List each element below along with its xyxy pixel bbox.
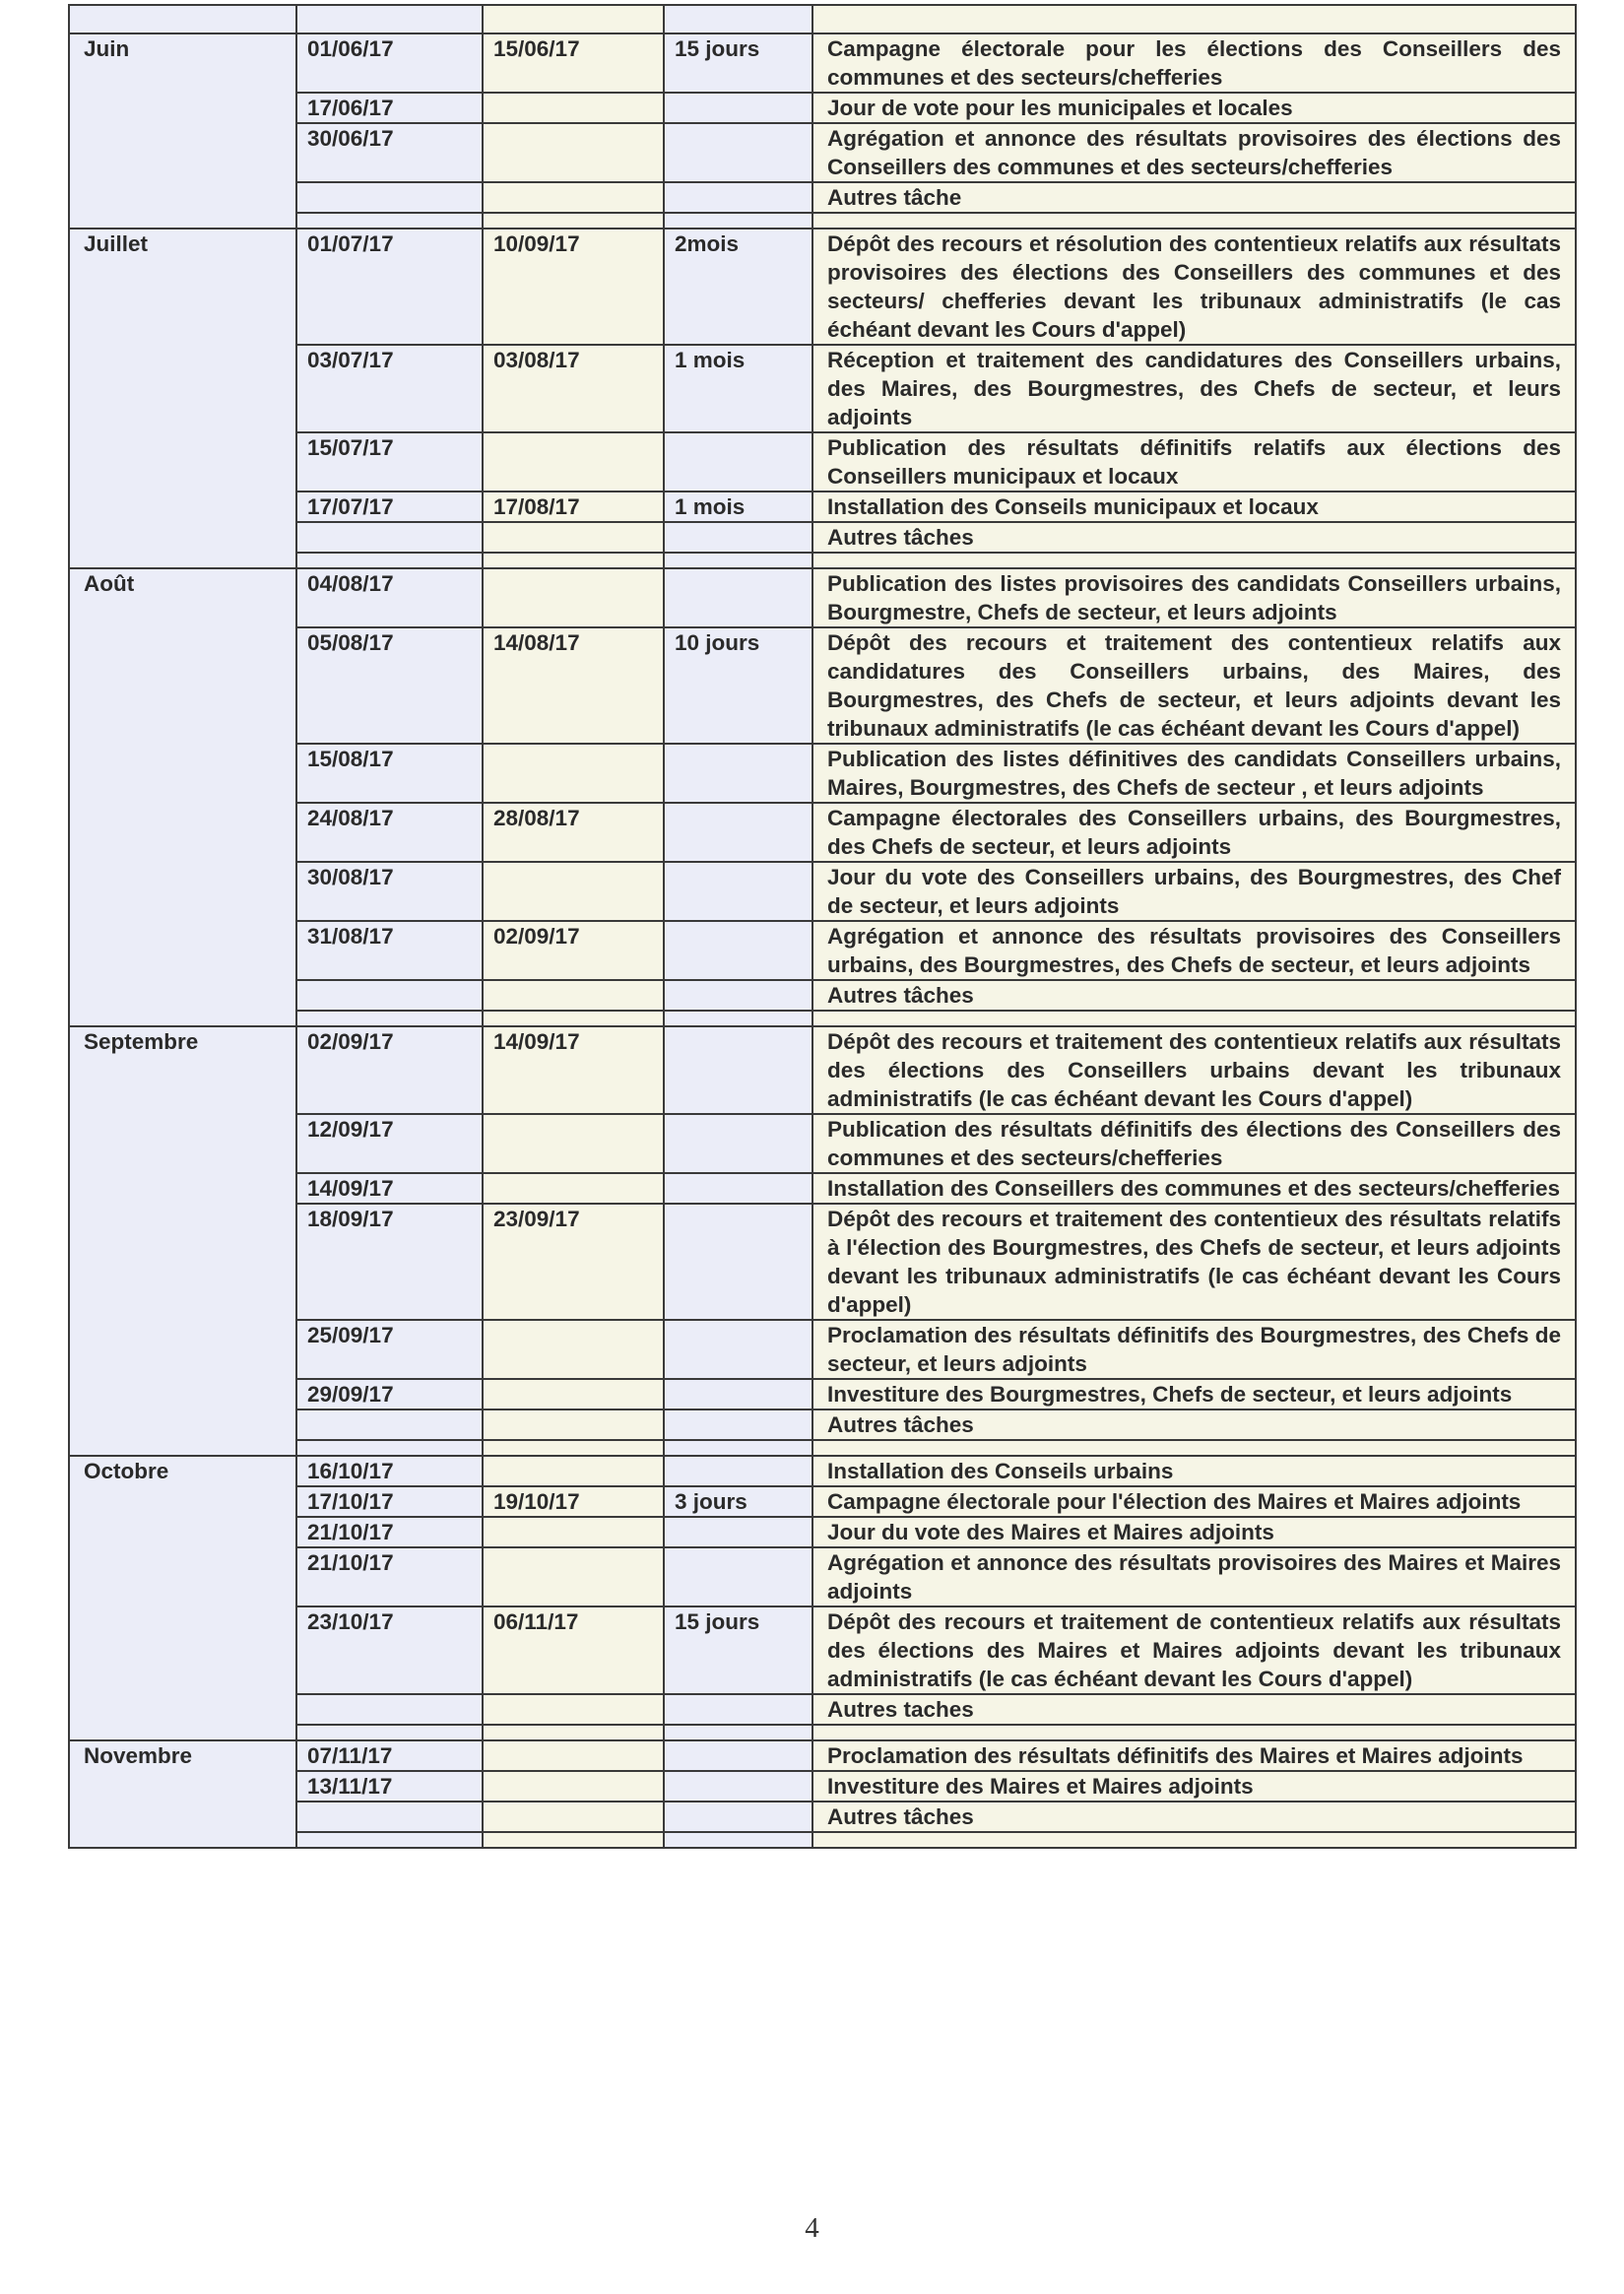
start-date-cell: 21/10/17 bbox=[296, 1547, 483, 1606]
duration-cell bbox=[664, 1204, 812, 1320]
header-cell bbox=[296, 5, 483, 33]
duration-cell: 15 jours bbox=[664, 33, 812, 93]
empty-cell bbox=[812, 1832, 1576, 1848]
start-date-cell: 29/09/17 bbox=[296, 1379, 483, 1409]
end-date-cell: 14/08/17 bbox=[483, 627, 664, 744]
end-date-cell bbox=[483, 1409, 664, 1440]
table-row bbox=[69, 229, 1576, 345]
month-cell: Juillet bbox=[69, 229, 296, 568]
end-date-cell bbox=[483, 1547, 664, 1606]
empty-cell bbox=[296, 1011, 483, 1026]
table-row bbox=[69, 33, 1576, 93]
duration-cell bbox=[664, 803, 812, 862]
end-date-cell: 19/10/17 bbox=[483, 1486, 664, 1517]
end-date-cell: 28/08/17 bbox=[483, 803, 664, 862]
end-date-cell bbox=[483, 93, 664, 123]
empty-cell bbox=[812, 1440, 1576, 1456]
end-date-cell bbox=[483, 980, 664, 1011]
table-row bbox=[69, 1026, 1576, 1114]
month-cell: Septembre bbox=[69, 1026, 296, 1456]
start-date-cell: 17/07/17 bbox=[296, 492, 483, 522]
end-date-cell bbox=[483, 1740, 664, 1771]
start-date-cell: 12/09/17 bbox=[296, 1114, 483, 1173]
end-date-cell bbox=[483, 182, 664, 213]
empty-cell bbox=[664, 553, 812, 568]
end-date-cell: 03/08/17 bbox=[483, 345, 664, 432]
empty-cell bbox=[296, 213, 483, 229]
end-date-cell: 17/08/17 bbox=[483, 492, 664, 522]
duration-cell bbox=[664, 1320, 812, 1379]
empty-cell bbox=[483, 213, 664, 229]
start-date-cell: 30/06/17 bbox=[296, 123, 483, 182]
empty-cell bbox=[812, 213, 1576, 229]
end-date-cell bbox=[483, 1320, 664, 1379]
activity-cell: Autres tâches bbox=[812, 522, 1576, 553]
start-date-cell: 31/08/17 bbox=[296, 921, 483, 980]
end-date-cell: 10/09/17 bbox=[483, 229, 664, 345]
activity-cell: Dépôt des recours et traitement des contentieux des résultats relatifs à l'élection des Bourgmestres, des Chefs de secteur, et leurs adjoints devant les tribunaux administratifs (le cas échéant devant les Cours d'appel) bbox=[812, 1204, 1576, 1320]
activity-cell: Publication des listes définitives des candidats Conseillers urbains, Maires, Bourgmestres, des Chefs de secteur , et leurs adjoints bbox=[812, 744, 1576, 803]
empty-cell bbox=[664, 1011, 812, 1026]
table-body bbox=[69, 5, 1576, 1848]
start-date-cell bbox=[296, 1409, 483, 1440]
end-date-cell bbox=[483, 862, 664, 921]
start-date-cell: 17/10/17 bbox=[296, 1486, 483, 1517]
start-date-cell: 16/10/17 bbox=[296, 1456, 483, 1486]
end-date-cell bbox=[483, 1173, 664, 1204]
activity-cell: Autres tâches bbox=[812, 1802, 1576, 1832]
table-row bbox=[69, 1740, 1576, 1771]
activity-cell: Installation des Conseils urbains bbox=[812, 1456, 1576, 1486]
end-date-cell bbox=[483, 568, 664, 627]
start-date-cell: 07/11/17 bbox=[296, 1740, 483, 1771]
empty-cell bbox=[483, 1832, 664, 1848]
end-date-cell: 02/09/17 bbox=[483, 921, 664, 980]
start-date-cell: 17/06/17 bbox=[296, 93, 483, 123]
start-date-cell: 24/08/17 bbox=[296, 803, 483, 862]
end-date-cell bbox=[483, 1694, 664, 1725]
activity-cell: Autres tâches bbox=[812, 1409, 1576, 1440]
page-number: 4 bbox=[805, 2212, 819, 2244]
activity-cell: Agrégation et annonce des résultats provisoires des Maires et Maires adjoints bbox=[812, 1547, 1576, 1606]
table-row bbox=[69, 568, 1576, 627]
start-date-cell: 01/07/17 bbox=[296, 229, 483, 345]
header-cell bbox=[483, 5, 664, 33]
end-date-cell: 06/11/17 bbox=[483, 1606, 664, 1694]
duration-cell bbox=[664, 522, 812, 553]
duration-cell bbox=[664, 1802, 812, 1832]
end-date-cell bbox=[483, 1517, 664, 1547]
empty-cell bbox=[483, 1011, 664, 1026]
end-date-cell bbox=[483, 522, 664, 553]
duration-cell bbox=[664, 1379, 812, 1409]
empty-cell bbox=[812, 553, 1576, 568]
duration-cell: 3 jours bbox=[664, 1486, 812, 1517]
duration-cell bbox=[664, 568, 812, 627]
start-date-cell: 01/06/17 bbox=[296, 33, 483, 93]
header-cell bbox=[69, 5, 296, 33]
start-date-cell: 02/09/17 bbox=[296, 1026, 483, 1114]
start-date-cell: 30/08/17 bbox=[296, 862, 483, 921]
duration-cell bbox=[664, 432, 812, 492]
activity-cell: Dépôt des recours et traitement des contentieux relatifs aux résultats des élections des Conseillers urbains devant les tribunaux administratifs (le cas échéant devant les Cours d'appel) bbox=[812, 1026, 1576, 1114]
activity-cell: Dépôt des recours et résolution des contentieux relatifs aux résultats provisoires des élections des Conseillers des communes et des secteurs/ chefferies devant les tribunaux administratifs (le cas échéant devant les Cours d'appel) bbox=[812, 229, 1576, 345]
duration-cell bbox=[664, 93, 812, 123]
start-date-cell: 05/08/17 bbox=[296, 627, 483, 744]
activity-cell: Jour du vote des Conseillers urbains, des Bourgmestres, des Chef de secteur, et leurs adjoints bbox=[812, 862, 1576, 921]
duration-cell bbox=[664, 1547, 812, 1606]
start-date-cell bbox=[296, 522, 483, 553]
empty-cell bbox=[296, 1440, 483, 1456]
empty-cell bbox=[483, 553, 664, 568]
duration-cell bbox=[664, 1173, 812, 1204]
duration-cell bbox=[664, 1114, 812, 1173]
empty-cell bbox=[664, 1440, 812, 1456]
end-date-cell bbox=[483, 123, 664, 182]
duration-cell bbox=[664, 1026, 812, 1114]
activity-cell: Campagne électorale pour l'élection des Maires et Maires adjoints bbox=[812, 1486, 1576, 1517]
start-date-cell bbox=[296, 1694, 483, 1725]
activity-cell: Dépôt des recours et traitement des contentieux relatifs aux candidatures des Conseillers urbains, des Maires, des Bourgmestres, des Chefs de secteur, et leurs adjoints devant les tribunaux administratifs (le cas échéant devant les Cours d'appel) bbox=[812, 627, 1576, 744]
month-cell: Août bbox=[69, 568, 296, 1026]
empty-cell bbox=[812, 1725, 1576, 1740]
start-date-cell: 23/10/17 bbox=[296, 1606, 483, 1694]
duration-cell bbox=[664, 921, 812, 980]
activity-cell: Dépôt des recours et traitement de contentieux relatifs aux résultats des élections des Maires et Maires adjoints devant les tribunaux administratifs (le cas échéant devant les Cours d'appel) bbox=[812, 1606, 1576, 1694]
duration-cell bbox=[664, 123, 812, 182]
empty-cell bbox=[296, 553, 483, 568]
empty-cell bbox=[664, 1725, 812, 1740]
start-date-cell: 15/08/17 bbox=[296, 744, 483, 803]
activity-cell: Installation des Conseillers des communes et des secteurs/chefferies bbox=[812, 1173, 1576, 1204]
duration-cell: 1 mois bbox=[664, 345, 812, 432]
activity-cell: Autres tâches bbox=[812, 980, 1576, 1011]
start-date-cell: 13/11/17 bbox=[296, 1771, 483, 1802]
duration-cell: 2mois bbox=[664, 229, 812, 345]
activity-cell: Publication des résultats définitifs des élections des Conseillers des communes et des secteurs/chefferies bbox=[812, 1114, 1576, 1173]
activity-cell: Agrégation et annonce des résultats provisoires des Conseillers urbains, des Bourgmestres, des Chefs de secteur, et leurs adjoints bbox=[812, 921, 1576, 980]
start-date-cell: 03/07/17 bbox=[296, 345, 483, 432]
header-cell bbox=[664, 5, 812, 33]
duration-cell bbox=[664, 744, 812, 803]
month-cell: Novembre bbox=[69, 1740, 296, 1848]
empty-cell bbox=[483, 1725, 664, 1740]
activity-cell: Investiture des Maires et Maires adjoints bbox=[812, 1771, 1576, 1802]
activity-cell: Autres taches bbox=[812, 1694, 1576, 1725]
duration-cell: 15 jours bbox=[664, 1606, 812, 1694]
activity-cell: Agrégation et annonce des résultats provisoires des élections des Conseillers des communes et des secteurs/chefferies bbox=[812, 123, 1576, 182]
start-date-cell: 21/10/17 bbox=[296, 1517, 483, 1547]
duration-cell bbox=[664, 980, 812, 1011]
start-date-cell: 04/08/17 bbox=[296, 568, 483, 627]
end-date-cell bbox=[483, 1379, 664, 1409]
start-date-cell: 14/09/17 bbox=[296, 1173, 483, 1204]
table-header-row bbox=[69, 5, 1576, 33]
electoral-calendar-table bbox=[68, 4, 1577, 1849]
end-date-cell bbox=[483, 744, 664, 803]
end-date-cell bbox=[483, 1802, 664, 1832]
end-date-cell bbox=[483, 1456, 664, 1486]
activity-cell: Jour du vote des Maires et Maires adjoints bbox=[812, 1517, 1576, 1547]
activity-cell: Campagne électorales des Conseillers urbains, des Bourgmestres, des Chefs de secteur, et leurs adjoints bbox=[812, 803, 1576, 862]
table-row bbox=[69, 1456, 1576, 1486]
activity-cell: Proclamation des résultats définitifs des Bourgmestres, des Chefs de secteur, et leurs adjoints bbox=[812, 1320, 1576, 1379]
start-date-cell: 25/09/17 bbox=[296, 1320, 483, 1379]
activity-cell: Campagne électorale pour les élections des Conseillers des communes et des secteurs/chefferies bbox=[812, 33, 1576, 93]
empty-cell bbox=[296, 1725, 483, 1740]
activity-cell: Publication des résultats définitifs relatifs aux élections des Conseillers municipaux et locaux bbox=[812, 432, 1576, 492]
activity-cell: Installation des Conseils municipaux et locaux bbox=[812, 492, 1576, 522]
start-date-cell bbox=[296, 1802, 483, 1832]
activity-cell: Réception et traitement des candidatures des Conseillers urbains, des Maires, des Bourgmestres, des Chefs de secteur, et leurs adjoints bbox=[812, 345, 1576, 432]
duration-cell bbox=[664, 1456, 812, 1486]
duration-cell bbox=[664, 1409, 812, 1440]
duration-cell bbox=[664, 1517, 812, 1547]
end-date-cell: 23/09/17 bbox=[483, 1204, 664, 1320]
month-cell: Octobre bbox=[69, 1456, 296, 1740]
duration-cell: 1 mois bbox=[664, 492, 812, 522]
duration-cell: 10 jours bbox=[664, 627, 812, 744]
empty-cell bbox=[296, 1832, 483, 1848]
start-date-cell: 18/09/17 bbox=[296, 1204, 483, 1320]
duration-cell bbox=[664, 182, 812, 213]
activity-cell: Publication des listes provisoires des candidats Conseillers urbains, Bourgmestre, Chefs de secteur, et leurs adjoints bbox=[812, 568, 1576, 627]
duration-cell bbox=[664, 1694, 812, 1725]
month-cell: Juin bbox=[69, 33, 296, 229]
end-date-cell bbox=[483, 432, 664, 492]
empty-cell bbox=[664, 1832, 812, 1848]
start-date-cell bbox=[296, 182, 483, 213]
activity-cell: Autres tâche bbox=[812, 182, 1576, 213]
end-date-cell bbox=[483, 1114, 664, 1173]
activity-cell: Investiture des Bourgmestres, Chefs de secteur, et leurs adjoints bbox=[812, 1379, 1576, 1409]
end-date-cell: 14/09/17 bbox=[483, 1026, 664, 1114]
empty-cell bbox=[483, 1440, 664, 1456]
end-date-cell bbox=[483, 1771, 664, 1802]
empty-cell bbox=[812, 1011, 1576, 1026]
start-date-cell bbox=[296, 980, 483, 1011]
start-date-cell: 15/07/17 bbox=[296, 432, 483, 492]
duration-cell bbox=[664, 862, 812, 921]
activity-cell: Jour de vote pour les municipales et locales bbox=[812, 93, 1576, 123]
empty-cell bbox=[664, 213, 812, 229]
end-date-cell: 15/06/17 bbox=[483, 33, 664, 93]
activity-cell: Proclamation des résultats définitifs des Maires et Maires adjoints bbox=[812, 1740, 1576, 1771]
duration-cell bbox=[664, 1740, 812, 1771]
header-cell bbox=[812, 5, 1576, 33]
duration-cell bbox=[664, 1771, 812, 1802]
